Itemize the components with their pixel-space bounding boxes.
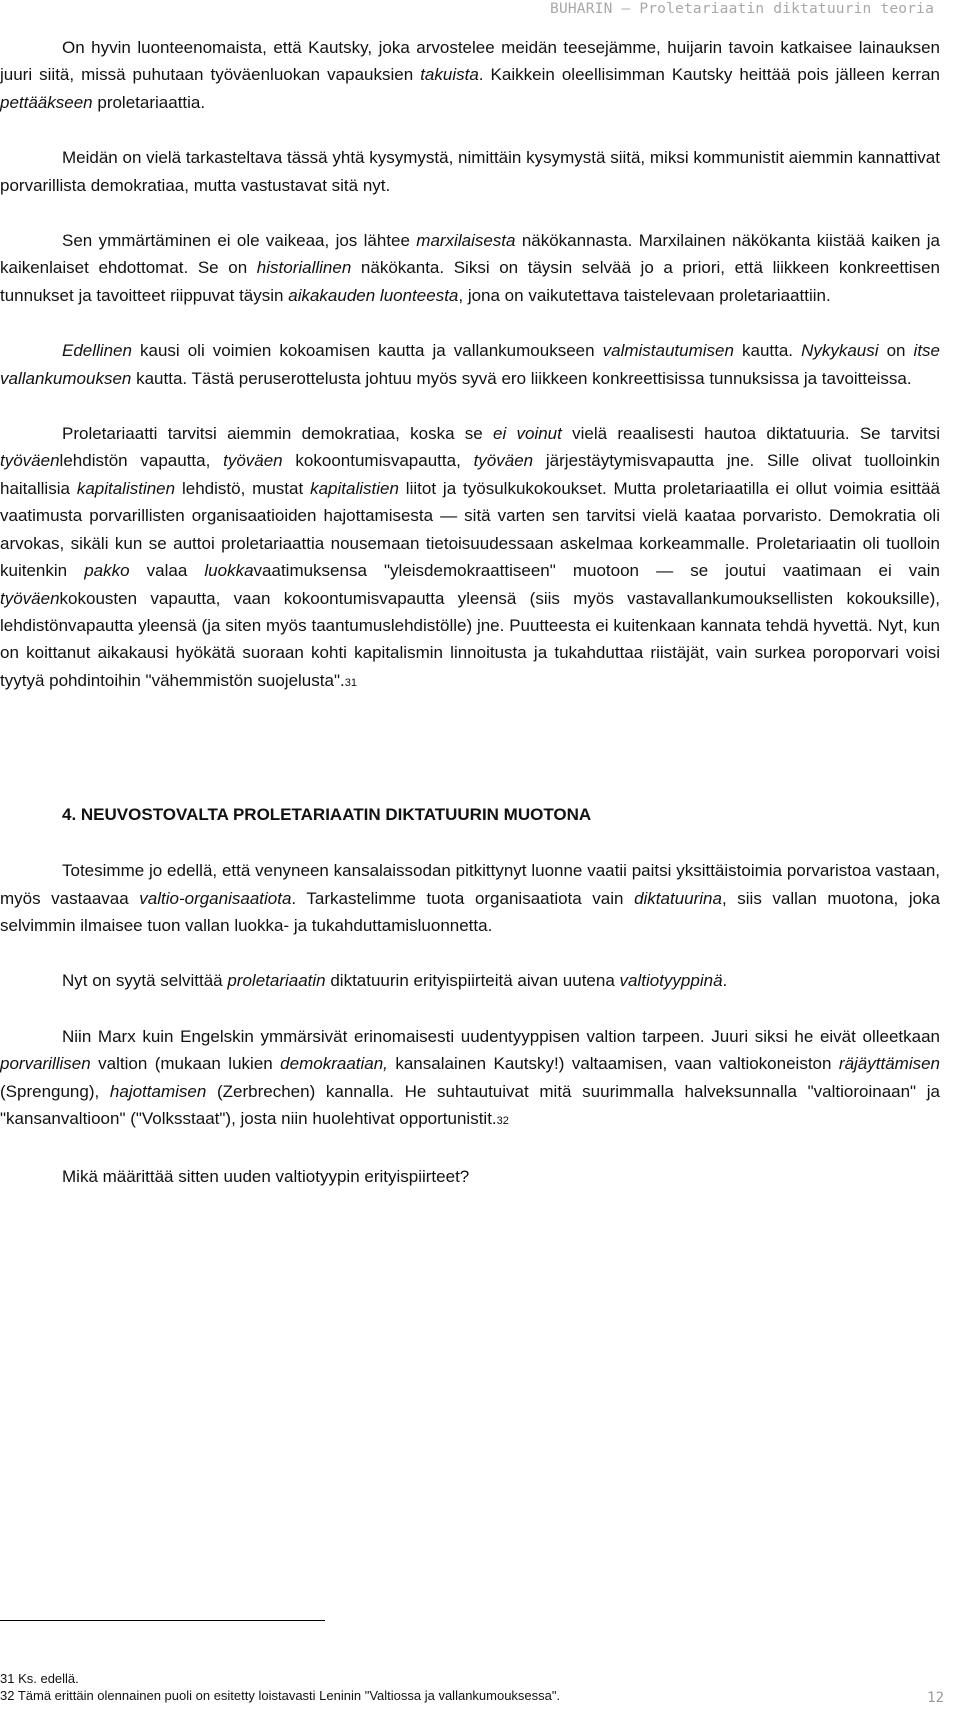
text-run: Totesimme jo edellä, että venyneen kansalaissodan pitkittynyt luonne vaatii paitsi yksittäistoimia porvaristoa vastaan, myös vastaavaa [0,861,940,908]
emphasis: demokraatian, [280,1054,388,1074]
emphasis: luokka [204,561,254,581]
text-run: On hyvin luonteenomaista, että Kautsky, joka arvostelee meidän teesejämme, huijarin tavoin katkaisee lainauksen juuri siitä, missä puhutaan työväenluokan vapauksien [0,38,940,85]
text-run: proletariaattia. [92,92,206,112]
footnotes [0,1670,940,1704]
paragraph-2: Meidän on vielä tarkasteltava tässä yhtä kysymystä, nimittäin kysymystä siitä, miksi kommunistit aiemmin kannattivat porvarillista demokratiaa, mutta vastustavat sitä nyt. [0,148,940,195]
emphasis: Nykykausi [801,341,879,361]
emphasis: Edellinen [62,341,132,361]
footnote-ref-32[interactable]: 32 [496,1114,509,1127]
body-text [0,34,940,1191]
paragraph-6 [0,857,940,939]
emphasis: työväen [473,451,534,471]
text-run: lehdistö, mustat [175,478,311,498]
footnote-31: 31 Ks. edellä. [0,1671,79,1686]
emphasis: itse vallankumouksen [0,341,941,388]
paragraph-3 [0,227,940,309]
text-run: Proletariaatti tarvitsi aiemmin demokratiaa, koska se [62,424,493,444]
emphasis: hajottamisen [109,1081,207,1101]
paragraph-5 [0,420,940,697]
text-run: valaa [129,561,205,581]
emphasis: räjäyttämisen [838,1054,941,1074]
text-run: , siis vallan muotona, joka selvimmin ilmaisee tuon vallan luokka- ja tukahduttamisluonnetta. [0,888,941,935]
section-heading: 4. NEUVOSTOVALTA PROLETARIAATIN DIKTATUURIN MUOTONA [62,805,592,825]
text-run: (Sprengung), [0,1081,110,1101]
text-run: vaatimuksensa "yleisdemokraattiseen" muotoon — se joutui vaatimaan ei vain [253,561,940,581]
emphasis: työväen [223,451,283,471]
text-run: Nyt on syytä selvittää [62,971,228,991]
text-run: järjestäytymisvapautta jne. Sille olivat tuolloinkin haitallisia [0,451,940,498]
text-run: näkökannasta. Marxilainen näkökanta kiistää kaiken ja kaikenlaiset ehdottomat. Se on [0,231,940,278]
paragraph-8 [0,1023,940,1136]
emphasis: pakko [84,561,130,581]
emphasis: ei voinut [493,424,562,444]
text-run: . Kaikkein oleellisimman Kautsky heittää pois jälleen kerran [478,65,940,85]
text-run: kautta. Tästä peruserottelusta johtuu myös syvä ero liikkeen konkreettisissa tunnuksissa ja tavoitteissa. [131,368,912,388]
emphasis: työväen [0,588,60,608]
text-run: diktatuurin erityispiirteitä aivan uutena [325,971,620,991]
text-run: näkökanta. Siksi on täysin selvää jo a priori, että liikkeen konkreettisen tunnukset ja tavoitteet riippuvat täysin [0,258,940,305]
emphasis: aikakauden luonteesta [288,285,459,305]
paragraph-7 [0,967,940,994]
emphasis: historiallinen [256,258,352,278]
footnote-divider [0,1620,325,1621]
paragraph-4 [0,337,940,392]
running-head: BUHARIN – Proletariaatin diktatuurin teoria [550,1,934,17]
text-run: kansalainen Kautsky!) valtaamisen, vaan valtiokoneiston [387,1054,839,1074]
paragraph-9: Mikä määrittää sitten uuden valtiotyypin erityispiirteet? [62,1167,470,1187]
text-run: . [722,971,728,991]
text-run: liitot ja työsulkukokoukset. Mutta proletariaatilla ei ollut voimia esittää vaatimusta porvarillisten organisaatioiden hajottamisesta — sitä varten sen tarvitsi vielä kaataa porvaristo. Demokratia oli arvokas, sikäli kun se auttoi proletariaattia nousemaan tietoisuudessaan askelmaa korkeammalle. Proletariaatin oli tuolloin kuitenkin [0,478,940,581]
text-run: on [878,341,914,361]
text-run: kokousten vapautta, vaan kokoontumisvapautta yleensä (siis myös vastavallankumouksellisten kokouksille), lehdistönvapautta yleensä (ja siten myös taantumuslehdistölle) jne. Puutteesta ei kuitenkaan kannata tehdä hyvettä. Nyt, kun on koittanut aikakausi hyökätä suoraan kohti kapitalismin linnoitusta ja tukahduttaa riistäjät, vain surkea poroporvari voisi tyytyä pohdintoihin "vähemmistön suojelusta". [0,588,940,690]
footnote-32: 32 Tämä erittäin olennainen puoli on esitetty loistavasti Leninin "Valtiossa ja vallankumouksessa". [0,1688,561,1703]
page-number: 12 [927,1690,944,1706]
emphasis: kapitalistinen [76,478,176,498]
emphasis: valtiotyyppinä [619,971,723,991]
emphasis: proletariaatin [227,971,326,991]
text-run: kokoontumisvapautta, [282,451,474,471]
text-run: kausi oli voimien kokoamisen kautta ja vallankumoukseen [131,341,603,361]
text-run: . Tarkastelimme tuota organisaatiota vain [291,888,635,908]
paragraph-1 [0,34,940,116]
text-run: kautta. [733,341,802,361]
emphasis-takuista: takuista [420,65,479,85]
text-run: lehdistön vapautta, [59,451,224,471]
emphasis: porvarillisen [0,1054,91,1074]
emphasis: valmistautumisen [602,341,734,361]
text-run: Sen ymmärtäminen ei ole vaikeaa, jos lähtee [62,231,417,251]
emphasis: diktatuurina [634,888,722,908]
text-run: (Zerbrechen) kannalla. He suhtautuivat mitä suurimmalla halveksunnalla "valtioroinaan" ja "kansanvaltioon" ("Volksstaat"), josta niin huolehtivat opportunistit. [0,1081,940,1128]
emphasis: työväen [0,451,60,471]
emphasis-pettaakseen: pettääkseen [0,92,93,112]
text-run: vielä reaalisesti hautoa diktatuuria. Se tarvitsi [561,424,940,444]
text-run: Niin Marx kuin Engelskin ymmärsivät erinomaisesti uudentyyppisen valtion tarpeen. Juuri siksi he eivät olleetkaan [62,1026,940,1046]
text-run: , jona on vaikutettava taistelevaan proletariaattiin. [458,285,831,305]
text-run: valtion (mukaan lukien [90,1054,281,1074]
emphasis: valtio-organisaatiota [139,888,292,908]
emphasis: marxilaisesta [416,231,516,251]
emphasis: kapitalistien [310,478,399,498]
footnote-ref-31[interactable]: 31 [344,676,357,689]
